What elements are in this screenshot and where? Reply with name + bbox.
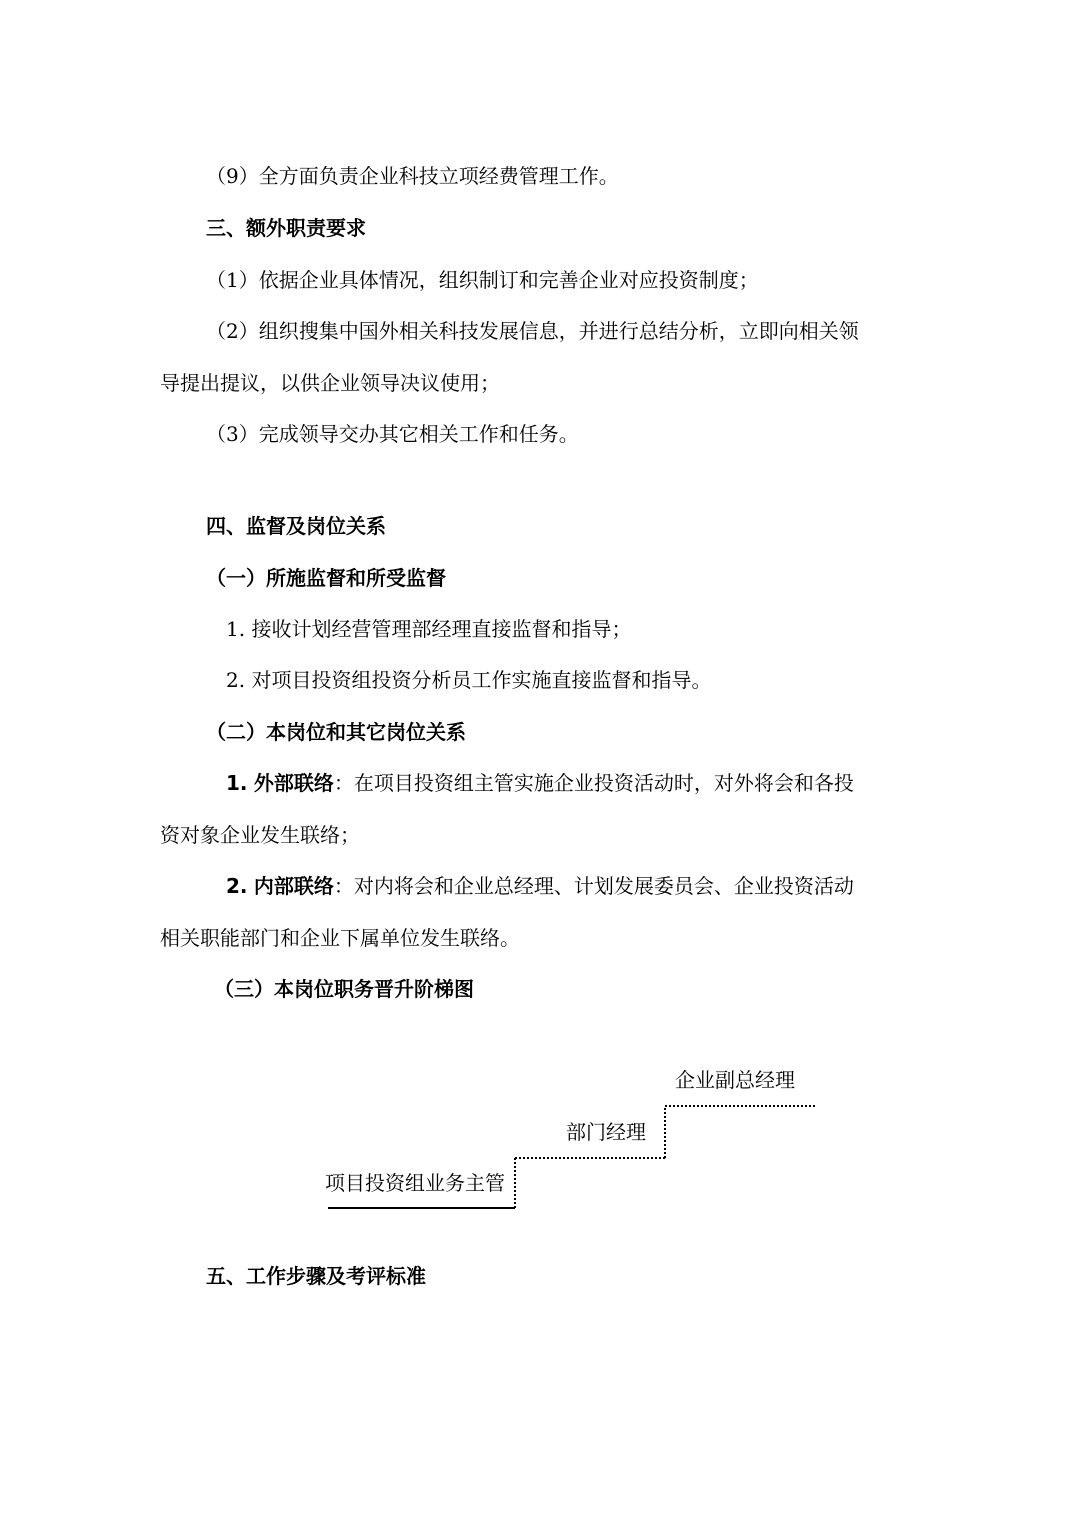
external-contact-num: 1. (226, 771, 248, 795)
ladder-level-2: 部门经理 (566, 1120, 646, 1144)
supervision-item-1: 1. 接收计划经营管理部经理直接监督和指导； (226, 617, 632, 641)
subheading-relations: （二）本岗位和其它岗位关系 (206, 720, 466, 744)
heading-supervision: 四、监督及岗位关系 (206, 514, 386, 538)
internal-contact-line2: 相关职能部门和企业下属单位发生联络。 (160, 926, 520, 950)
ladder-level-1: 项目投资组业务主管 (325, 1171, 505, 1195)
heading-extra-duties: 三、额外职责要求 (206, 216, 366, 240)
duty-item-9: （9）全方面负责企业科技立项经费管理工作。 (206, 164, 619, 188)
subheading-promotion-ladder: （三）本岗位职务晋升阶梯图 (214, 977, 474, 1001)
external-contact-label: 外部联络 (253, 771, 334, 795)
subheading-supervision: （一）所施监督和所受监督 (206, 566, 446, 590)
internal-contact-label: 内部联络 (253, 874, 334, 898)
extra-duty-3: （3）完成领导交办其它相关工作和任务。 (206, 422, 579, 446)
supervision-item-2: 2. 对项目投资组投资分析员工作实施直接监督和指导。 (226, 668, 712, 692)
external-contact-line2: 资对象企业发生联络； (160, 823, 360, 847)
heading-work-steps: 五、工作步骤及考评标准 (206, 1264, 426, 1288)
ladder-level-3: 企业副总经理 (675, 1068, 795, 1092)
extra-duty-2-line2: 导提出提议，以供企业领导决议使用； (160, 371, 500, 395)
internal-contact-text: ：对内将会和企业总经理、计划发展委员会、企业投资活动 (333, 874, 854, 898)
internal-contact-num: 2. (226, 874, 248, 898)
extra-duty-2-line1: （2）组织搜集中国外相关科技发展信息，并进行总结分析，立即向相关领 (206, 319, 859, 343)
extra-duty-1: （1）依据企业具体情况，组织制订和完善企业对应投资制度； (206, 268, 759, 292)
external-contact-text: ：在项目投资组主管实施企业投资活动时，对外将会和各投 (333, 771, 854, 795)
